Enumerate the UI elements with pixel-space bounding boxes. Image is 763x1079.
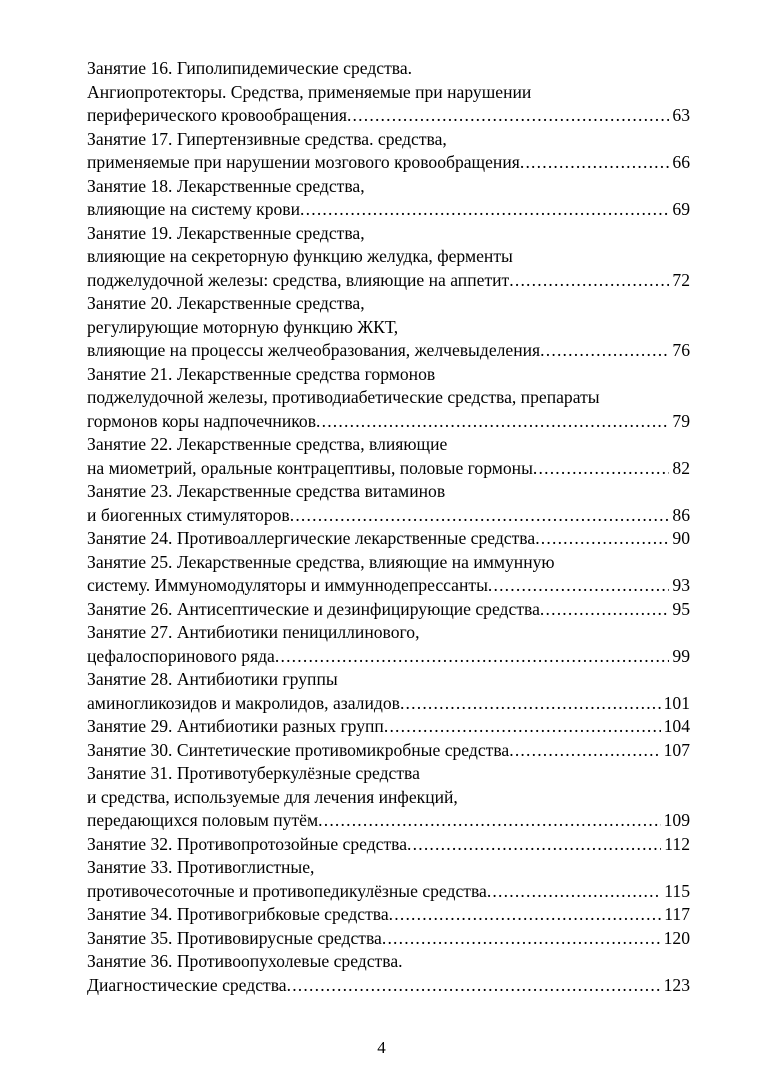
toc-page-number: 90 — [672, 528, 690, 548]
dot-leader — [509, 269, 669, 293]
toc-page-number: 115 — [664, 880, 690, 901]
toc-entry-final-line — [87, 833, 690, 857]
toc-entry — [87, 927, 690, 951]
toc-entry-text: применяемые при нарушении мозгового кровообращения — [87, 152, 520, 172]
toc-entry — [87, 762, 690, 833]
toc-page-number: 120 — [663, 927, 690, 948]
toc-entry — [87, 222, 690, 293]
toc-entry-line: и средства, используемые для лечения инфекций, — [87, 786, 458, 807]
toc-entry — [87, 433, 690, 480]
toc-page-number: 63 — [672, 105, 690, 125]
toc-page-number: 101 — [663, 692, 690, 713]
toc-entry-final-line — [87, 151, 690, 175]
dot-leader — [509, 739, 660, 763]
toc-entry — [87, 128, 690, 175]
toc-entry-final-line — [87, 574, 690, 598]
toc-entry-text: Занятие 35. Противовирусные средства — [87, 927, 382, 948]
page-number: 4 — [377, 1038, 386, 1057]
toc-entry — [87, 527, 690, 551]
toc-entry — [87, 57, 690, 128]
toc-page-number: 123 — [663, 974, 690, 995]
toc-entry-final-line — [87, 198, 690, 222]
toc-entry-text: систему. Иммуномодуляторы и иммуннодепрессанты — [87, 575, 488, 595]
toc-entry-final-line — [87, 927, 690, 951]
toc-entry-text: Занятие 26. Антисептические и дезинфицирующие средства — [87, 598, 540, 619]
toc-page-number: 79 — [672, 410, 690, 431]
table-of-contents — [87, 57, 690, 997]
toc-entry-line: поджелудочной железы, противодиабетические средства, препараты — [87, 387, 600, 407]
toc-entry-final-line — [87, 645, 690, 669]
toc-page-number: 93 — [672, 575, 690, 595]
toc-entry-text: Занятие 34. Противогрибковые средства — [87, 904, 389, 924]
toc-entry-line: Занятие 19. Лекарственные средства, — [87, 222, 365, 243]
toc-entry — [87, 621, 690, 668]
toc-entry-final-line — [87, 457, 690, 481]
toc-entry-line: Занятие 28. Антибиотики группы — [87, 669, 338, 689]
toc-entry-line: Занятие 18. Лекарственные средства, — [87, 175, 365, 196]
dot-leader — [287, 974, 661, 998]
toc-entry-text: Занятие 24. Противоаллергические лекарственные средства — [87, 528, 536, 548]
toc-entry-line: регулирующие моторную функцию ЖКТ, — [87, 316, 399, 337]
toc-entry-final-line — [87, 339, 690, 363]
toc-entry-line: Занятие 31. Противотуберкулёзные средства — [87, 763, 420, 783]
toc-entry — [87, 950, 690, 997]
toc-entry-line: влияющие на секреторную функцию желудка, ферменты — [87, 246, 513, 266]
toc-entry-text: гормонов коры надпочечников — [87, 410, 317, 431]
toc-page-number: 99 — [672, 645, 690, 666]
toc-entry-line: Занятие 16. Гиполипидемические средства. — [87, 58, 413, 78]
toc-entry-text: влияющие на процессы желчеобразования, желчевыделения — [87, 340, 541, 360]
dot-leader — [540, 598, 670, 622]
dot-leader — [533, 457, 669, 481]
toc-entry-line: Занятие 36. Противоопухолевые средства. — [87, 951, 403, 971]
toc-entry-final-line — [87, 598, 690, 622]
toc-entry-text: периферического кровообращения — [87, 105, 347, 125]
toc-page-number: 76 — [672, 340, 690, 360]
toc-entry-line: Занятие 23. Лекарственные средства витаминов — [87, 481, 446, 501]
toc-entry-final-line — [87, 739, 690, 763]
dot-leader — [535, 527, 669, 551]
toc-entry — [87, 175, 690, 222]
toc-page-number: 82 — [672, 457, 690, 478]
toc-entry-final-line — [87, 269, 690, 293]
toc-entry-final-line — [87, 104, 690, 128]
dot-leader — [487, 880, 661, 904]
toc-page-number: 117 — [664, 904, 690, 924]
dot-leader — [400, 692, 661, 716]
dot-leader — [318, 809, 660, 833]
toc-entry-text: Занятие 32. Противопротозойные средства — [87, 833, 408, 854]
toc-entry-final-line — [87, 974, 690, 998]
toc-entry-text: влияющие на систему крови — [87, 199, 301, 219]
toc-entry-text: передающихся половым путём — [87, 810, 319, 830]
toc-entry — [87, 363, 690, 434]
toc-entry-final-line — [87, 809, 690, 833]
toc-entry-final-line — [87, 410, 690, 434]
toc-entry-line: Занятие 33. Противоглистные, — [87, 857, 315, 877]
toc-entry — [87, 668, 690, 715]
toc-entry-final-line — [87, 527, 690, 551]
toc-entry-line: Занятие 22. Лекарственные средства, влияющие — [87, 434, 448, 454]
toc-entry-line: Занятие 25. Лекарственные средства, влияющие на иммунную — [87, 551, 555, 572]
toc-entry-text: аминогликозидов и макролидов, азалидов — [87, 692, 400, 713]
dot-leader — [316, 410, 669, 434]
toc-entry-text: Занятие 29. Антибиотики разных групп — [87, 716, 384, 736]
toc-entry-text: поджелудочной железы: средства, влияющие на аппетит — [87, 269, 510, 290]
toc-entry-final-line — [87, 715, 690, 739]
toc-entry-line: Ангиопротекторы. Средства, применяемые при нарушении — [87, 81, 532, 102]
dot-leader — [520, 151, 670, 175]
toc-entry — [87, 551, 690, 598]
toc-page-number: 95 — [672, 598, 690, 619]
toc-entry — [87, 856, 690, 903]
toc-entry-final-line — [87, 880, 690, 904]
dot-leader — [540, 339, 669, 363]
toc-entry-final-line — [87, 504, 690, 528]
toc-entry — [87, 480, 690, 527]
dot-leader — [275, 645, 670, 669]
dot-leader — [347, 104, 669, 128]
dot-leader — [389, 903, 662, 927]
toc-entry-text: и биогенных стимуляторов — [87, 504, 290, 525]
dot-leader — [488, 574, 670, 598]
dot-leader — [382, 927, 661, 951]
toc-entry — [87, 739, 690, 763]
toc-page-number: 112 — [664, 833, 690, 854]
toc-page-number: 86 — [672, 504, 690, 525]
toc-entry — [87, 715, 690, 739]
toc-page-number: 104 — [663, 716, 690, 736]
toc-entry — [87, 598, 690, 622]
toc-entry-line: Занятие 21. Лекарственные средства гормонов — [87, 363, 436, 384]
toc-entry — [87, 833, 690, 857]
toc-entry-line: Занятие 20. Лекарственные средства, — [87, 293, 365, 313]
toc-entry-line: Занятие 17. Гипертензивные средства. средства, — [87, 128, 447, 149]
dot-leader — [407, 833, 661, 857]
toc-entry — [87, 292, 690, 363]
toc-entry-final-line — [87, 903, 690, 927]
toc-page-number: 66 — [672, 152, 690, 172]
toc-entry-text: противочесоточные и противопедикулёзные средства — [87, 880, 487, 901]
toc-entry-text: Диагностические средства — [87, 974, 287, 995]
toc-page-number: 107 — [663, 739, 690, 760]
dot-leader — [290, 504, 670, 528]
toc-entry-text: цефалоспоринового ряда — [87, 645, 275, 666]
toc-page-number: 72 — [672, 269, 690, 290]
toc-page-number: 109 — [663, 810, 690, 830]
toc-entry — [87, 903, 690, 927]
toc-entry-final-line — [87, 692, 690, 716]
dot-leader — [384, 715, 661, 739]
toc-entry-text: Занятие 30. Синтетические противомикробные средства — [87, 739, 510, 760]
dot-leader — [300, 198, 669, 222]
toc-entry-line: Занятие 27. Антибиотики пенициллинового, — [87, 622, 420, 642]
toc-page-number: 69 — [672, 199, 690, 219]
toc-entry-text: на миометрий, оральные контрацептивы, половые гормоны — [87, 457, 533, 478]
